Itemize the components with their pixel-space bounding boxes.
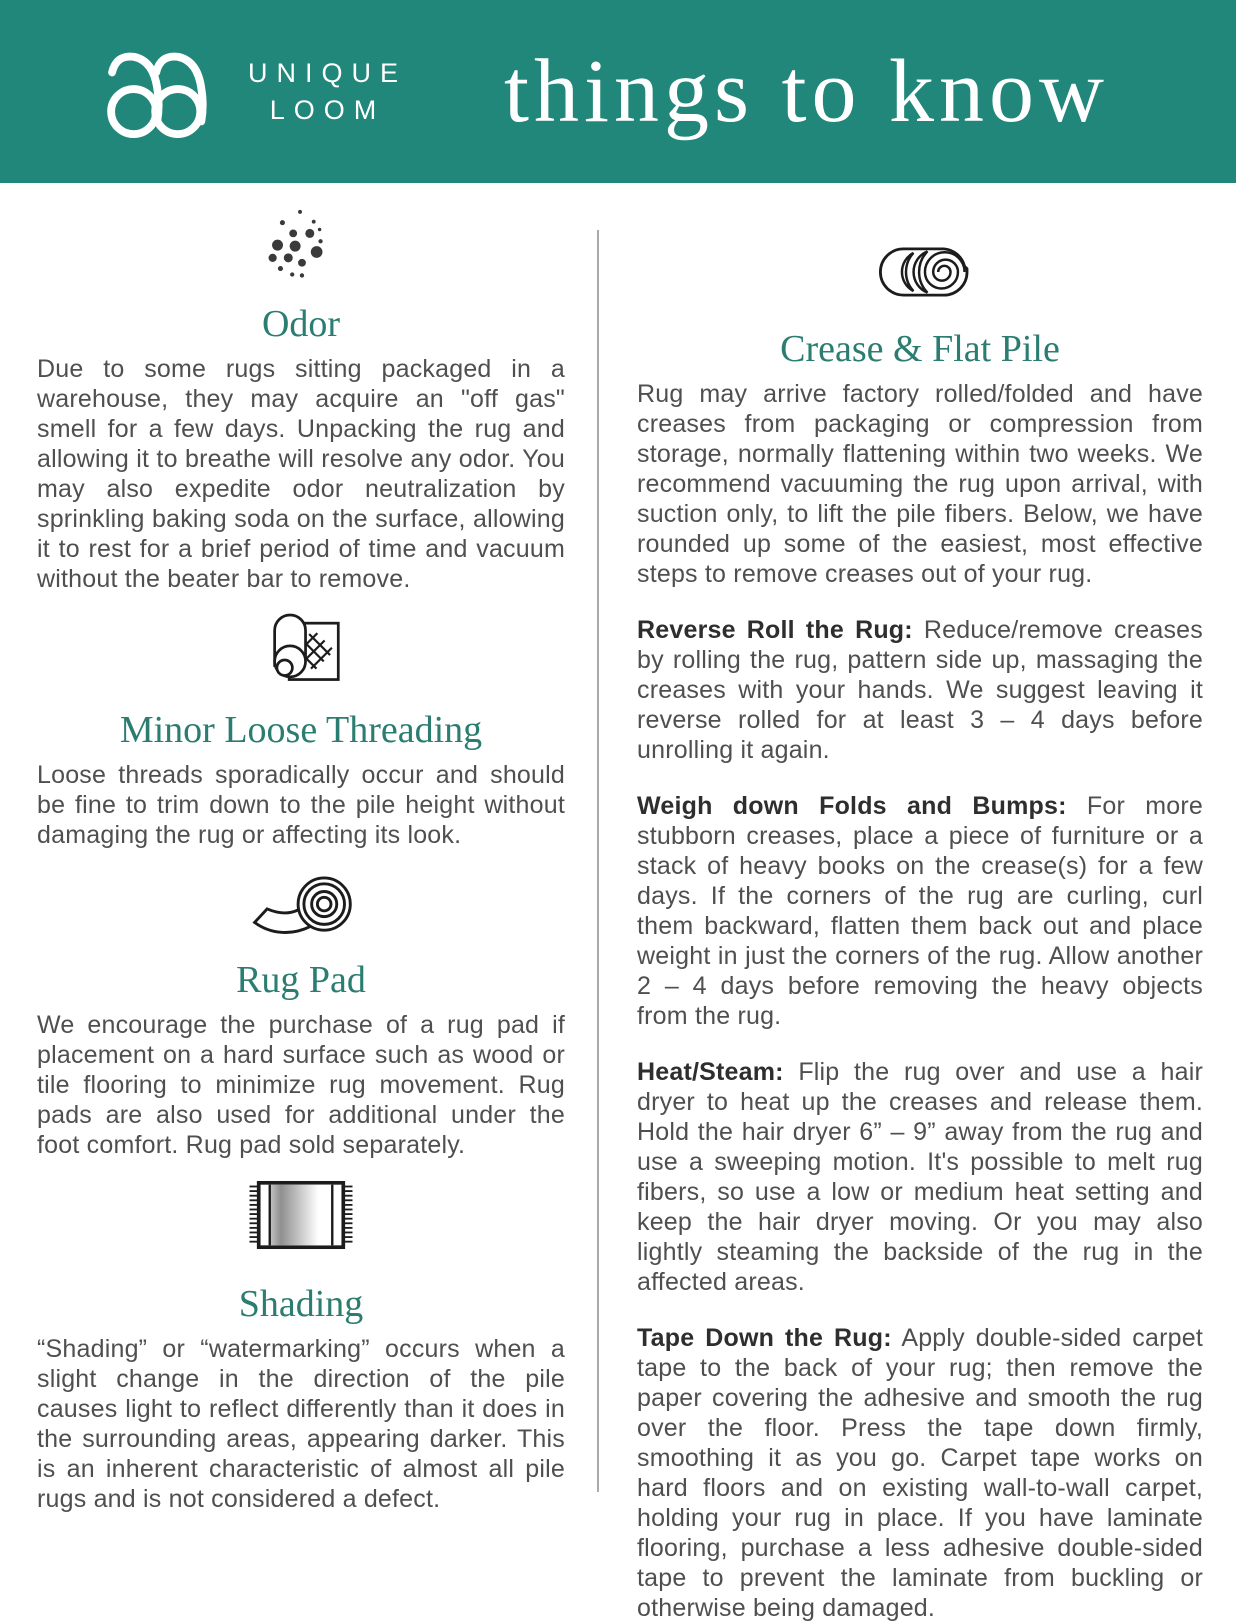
rug-pad-heading: Rug Pad	[236, 959, 366, 1001]
minor-loose-threading-body: Loose threads sporadically occur and should be fine to trim down to the pile height without damaging the rug or affecting its look.	[37, 761, 565, 849]
shaded-rug-icon	[37, 1174, 565, 1256]
tip-weigh-down-label: Weigh down Folds and Bumps:	[637, 792, 1067, 820]
tip-weigh-down	[637, 791, 1203, 1031]
tip-tape-down-label: Tape Down the Rug:	[637, 1324, 892, 1352]
shading-body: “Shading” or “watermarking” occurs when a slight change in the direction of the pile causes light to reflect differently than it does in the surrounding areas, appearing darker. This is an inherent characteristic of almost all pile rugs and is not considered a defect.	[37, 1335, 565, 1513]
tip-heat-steam-label: Heat/Steam:	[637, 1058, 784, 1086]
tip-tape-down	[637, 1323, 1203, 1623]
tip-reverse-roll	[637, 615, 1203, 765]
section-minor-loose-threading	[37, 606, 565, 850]
shading-heading: Shading	[238, 1283, 364, 1325]
crease-flat-pile-intro: Rug may arrive factory rolled/folded and have creases from packaging or compression from storage, normally flattening within two weeks. We recommend vacuuming the rug upon arrival, with suction only, to lift the pile fibers. Below, we have rounded up some of the easiest, most effective steps to remove creases out of your rug.	[637, 380, 1203, 588]
tip-reverse-roll-text: Reduce/remove creases by rolling the rug, pattern side up, massaging the creases with your hands. We suggest leaving it reverse rolled for at least 3 – 4 days before unrolling it again.	[637, 616, 1203, 764]
rug-pad-roll-icon	[37, 868, 565, 944]
section-odor	[37, 206, 565, 594]
odor-heading: Odor	[261, 303, 341, 345]
rolled-rug-icon	[637, 239, 1203, 305]
unique-loom-dd-logo-icon	[100, 43, 232, 141]
tip-weigh-down-text: For more stubborn creases, place a piece of furniture or a stack of heavy books on the crease(s) for a few days. If the corners of the rug are curling, curl them backward, flatten them back out and place weight in just the corners of the rug. Allow another 2 – 4 days before removing the heavy objects from the rug.	[637, 792, 1203, 1030]
tip-heat-steam-text: Flip the rug over and use a hair dryer to heat up the creases and release them. Hold the hair dryer 6” – 9” away from the rug and use a sweeping motion. It's possible to melt rug fibers, so use a low or medium heat setting and keep the hair dryer moving. Or you may also lightly steaming the backside of the rug in the affected areas.	[637, 1058, 1203, 1296]
page-title: things to know	[503, 42, 1110, 141]
brand-logo-block	[100, 43, 407, 141]
brand-name	[248, 55, 407, 129]
tip-heat-steam	[637, 1057, 1203, 1297]
brand-line-2: LOOM	[269, 94, 386, 125]
odor-speckles-icon	[37, 206, 565, 296]
section-shading	[37, 1174, 565, 1514]
tip-reverse-roll-label: Reverse Roll the Rug:	[637, 616, 913, 644]
crease-flat-pile-heading: Crease & Flat Pile	[780, 328, 1060, 370]
rug-roll-thread-icon	[37, 606, 565, 694]
header-banner	[0, 0, 1236, 183]
rug-pad-body: We encourage the purchase of a rug pad if placement on a hard surface such as wood or tile flooring to minimize rug movement. Rug pads are also used for additional under the foot comfort. Rug pad sold separately.	[37, 1011, 565, 1159]
column-divider	[597, 230, 599, 1492]
right-column	[637, 215, 1203, 1623]
brand-line-1: UNIQUE	[248, 57, 408, 88]
left-column	[37, 200, 565, 1514]
odor-body: Due to some rugs sitting packaged in a warehouse, they may acquire an "off gas" smell for a few days. Unpacking the rug and allowing it to breathe will resolve any odor. You may also expedite odor neutralization by sprinkling baking soda on the surface, allowing it to rest for a brief period of time and vacuum without the beater bar to remove.	[37, 355, 565, 593]
section-rug-pad	[37, 868, 565, 1160]
tip-tape-down-text: Apply double-sided carpet tape to the back of your rug; then remove the paper covering the adhesive and smooth the rug over the floor. Press the tape down firmly, smoothing it as you go. Carpet tape works on hard floors and on existing wall-to-wall carpet, holding your rug in place. If you have laminate flooring, purchase a less adhesive double-sided tape to prevent the laminate from buckling or otherwise being damaged.	[637, 1324, 1203, 1622]
minor-loose-threading-heading: Minor Loose Threading	[119, 709, 483, 751]
